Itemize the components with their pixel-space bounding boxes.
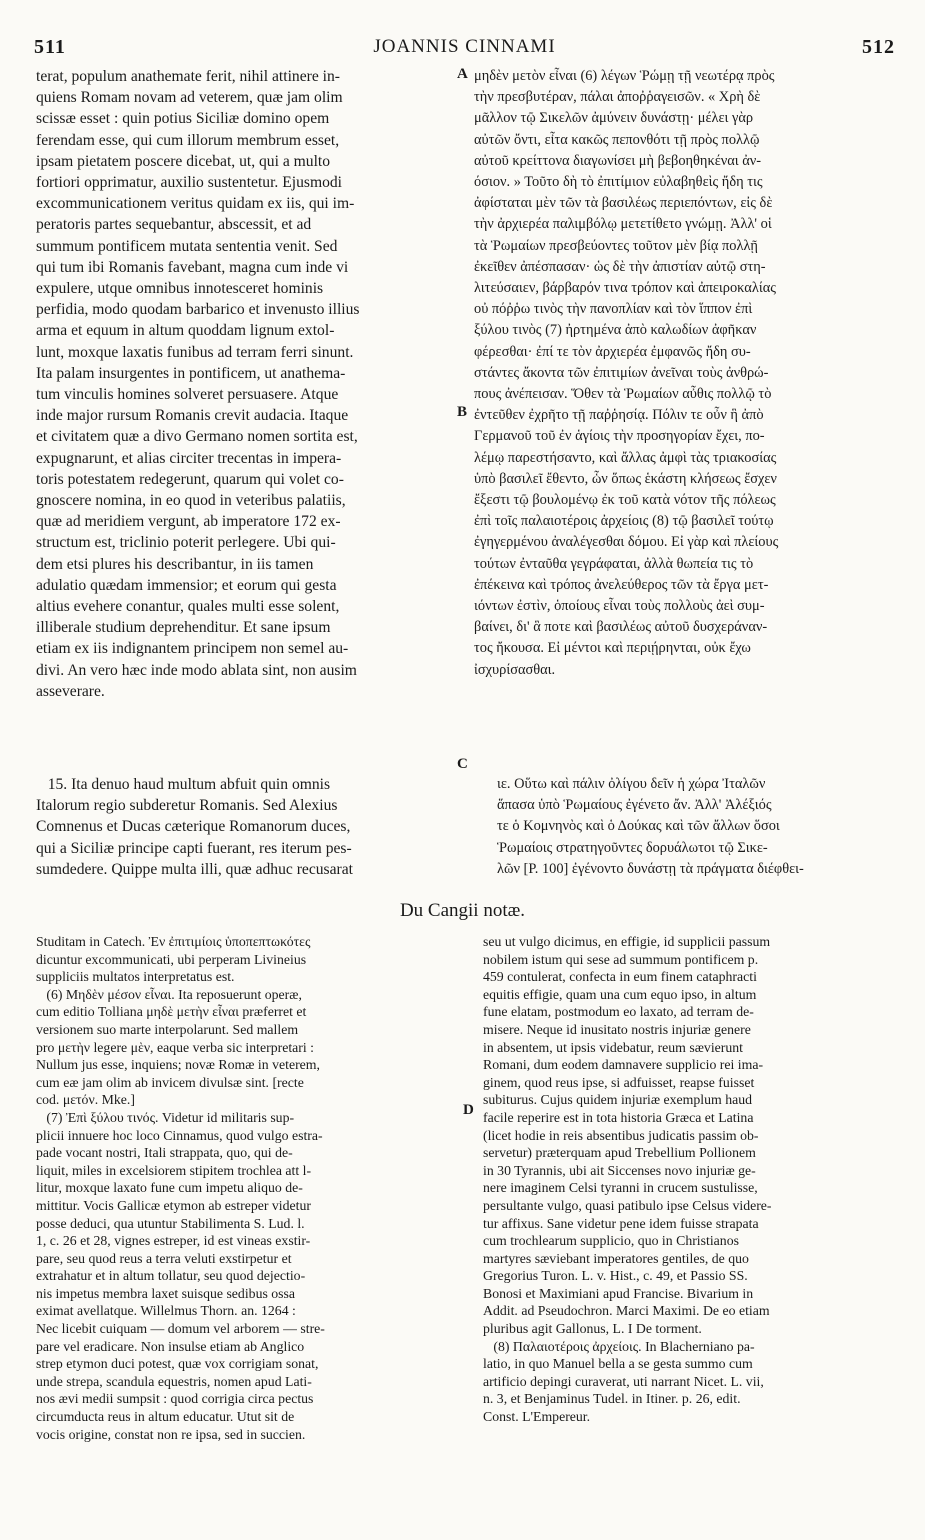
notes-heading: Du Cangii notæ.: [399, 900, 526, 921]
page-number-left: 511: [34, 36, 66, 58]
notes-right-column: seu ut vulgo dicimus, en effigie, id supplicii passum nobilem istum qui sese ad summum pontificem p. 459 contulerat, confecta in eum finem cataphracti equitis effigie, quam una cum equo ipso, in altum fune elatam, postmodum eo laxato, ad terram de- misere. Neque id inusitato nostris injuriæ genere in absentem, ut ipsis videbatur, reum sævierunt Romani, dum eodem damnavere supplicio rei ima- ginem, quod reus ipse, si adfuisset, reapse fuisset subiturus. Cujus quidem injuriæ exemplum haud facile reperire est in tota historia Græca et Latina (licet hodie in reis absentibus judicatis passim ob- servetur) præterquam apud Trebellium Pollionem in 30 Tyrannis, ubi ait Siccenses novo injuriæ ge- nere imaginem Celsi tyranni in crucem sustulisse, persultante vulgo, quasi patibulo ipse Celsus videre- tur affixus. Sane videtur pene idem fuisse strapata cum trochlearum supplicio, quo in Christianos martyres sæviebant imperatores gentiles, de quo Gregorius Turon. L. v. Hist., c. 49, et Passio SS. Bonosi et Maximiani apud Francise. Bivarium in Addit. ad Pseudochron. Marci Maximi. De eo etiam pluribus agit Gallonus, L. I De torment. (8) Παλαιοτέροις ἀρχείοις. In Blacherniano pa- latio, in quo Manuel bella a se gesta summo cum artificio depingi curaverat, uti narrant Nicet. L. vii, n. 3, et Benjaminus Tudel. in Itiner. p. 26, edit. Const. L'Empereur.: [483, 934, 772, 1425]
margin-marker-a: A: [457, 66, 468, 82]
page-number-right: 512: [862, 36, 895, 58]
running-title: JOANNIS CINNAMI: [373, 36, 556, 57]
notes-left-column: Studitam in Catech. Ἐν ἐπιτιμίοις ὑποπεπτωκότες dicuntur excommunicati, ubi perperam Livineius suppliciis multatos interpretatus est. (6) Μηδὲν μέσον εἶναι. Ita reposuerunt operæ, cum editio Tolliana μηδὲ μετὴν εἶναι præferret et versionem suo marte interpolarunt. Sed mallem pro μετὴν legere μὲν, eaque verba sic interpretari : Nullum jus esse, inquiens; novæ Romæ in veterem, cum eæ jam olim ab invicem divulsæ sint. [recte cod. μετόν. Mke.] (7) Ἐπὶ ξύλου τινός. Videtur id militaris sup- plicii innuere hoc loco Cinnamus, quod vulgo estra- pade vocant nostri, Itali strappata, quo, qui de- liquit, miles in excelsiorem stipitem trochlea att l- litur, moxque laxato fune cum impetu aliquo de- mittitur. Vocis Gallicæ etymon ab estreper videtur posse deduci, qua utuntur Stabilimenta S. Lud. l. 1, c. 26 et 28, vignes estreper, id est vineas exstir- pare, seu quod reus a terra veluti exstirpetur et extrahatur et in altum tollatur, seu quod dejectio- nis impetus membra laxet suisque sedibus ossa eximat avellatque. Willelmus Thorn. an. 1264 : Nec licebit cuiquam — domum vel arborem — stre- pare vel eradicare. Non insulse etiam ab Anglico strep etymon duci potest, quæ vox corrigiam sonat, unde strepa, scandula equestris, nomen apud Lati- nos ævi medii sumpsit : quod corrigia circa pectus circumducta reus in altum educatur. Utut sit de vocis origine, constat non re ipsa, sed in succien.: [36, 934, 325, 1442]
margin-marker-b: B: [457, 404, 468, 420]
latin-paragraph-15: 15. Ita denuo haud multum abfuit quin omnis Italorum regio subderetur Romanis. Sed Alexius Comnenus et Ducas cæterique Romanorum duces, qui a Siciliæ principe capti fuerant, res iterum pes- sumdedere. Quippe multa illi, quæ adhuc recusarat: [36, 776, 353, 878]
latin-text-column: terat, populum anathemate ferit, nihil attinere in- quiens Romam novam ad veterem, quæ jam olim scissæ esset : quin potius Siciliæ domino opem ferendam esse, qui cum illorum membrum esset, ipsam pietatem poscere dicebat, ut, qui a multo fortiori opprimatur, auxilio sustentetur. Ejusmodi excommunicationem veritus quidam ex iis, qui im- peratoris partes sequebantur, abscessit, et ad summum pontificem mutata sententia venit. Sed qui tum ibi Romanis favebant, magna cum inde vi expulere, utque omnibus innotesceret hominis perfidia, modo quodam barbarico et invenusto illius arma et equum in altum quoddam lignum extol- lunt, moxque laxatis funibus ad terram ferri sinunt. Ita palam insurgentes in pontificem, ut anathema- tum vinculis homines solveret persuasere. Atque inde major rursum Romanis crevit audacia. Itaque et civitatem quæ a divo Germano nomen sortita est, expugnarunt, et alias circiter trecentas in impera- toris potestatem redegerunt, quarum qui volet co- gnoscere nomina, in eo quod in veteribus palatiis, quæ ad meridiem vergunt, ab imperatore 172 ex- structum est, triclinio poterit perlegere. Ubi qui- dem etsi plures his describantur, in iis tamen adulatio quædam immensior; et eorum qui gesta altius evehere conantur, quales multi esse solent, illiberale studium deprehenditur. Et sane ipsum etiam ex iis indignantem principem non semel au- divi. An vero hæc inde modo ablata sint, non ausim asseverare.: [36, 68, 360, 700]
margin-marker-d: D: [463, 1102, 474, 1118]
greek-paragraph-15: ιε. Οὕτω καὶ πάλιν ὀλίγου δεῖν ἡ χώρα Ἰταλῶν ἅπασα ὑπὸ Ῥωμαίους ἐγένετο ἄν. Ἀλλ' Ἀλέξιός τε ὁ Κομνηνὸς καὶ ὁ Δούκας καὶ τῶν ἄλλων ὅσοι Ῥωμαίοις στρατηγοῦντες δορυάλωτοι τῷ Σικε- λῶν [P. 100] ἐγένοντο δυνάστῃ τὰ πράγματα διέφθει-: [497, 776, 804, 877]
greek-text-column: μηδὲν μετὸν εἶναι (6) λέγων Ῥώμῃ τῇ νεωτέρᾳ πρὸς τὴν πρεσβυτέραν, πάλαι ἀποῤῥαγεισῶν. « Χρὴ δὲ μᾶλλον τῷ Σικελῶν ἀμύνειν δυνάστῃ· μέλει γὰρ αὐτῶν ὄντι, εἶτα κακῶς πεπονθότι τῇ πρὸς πολλῷ αὐτοῦ κρείττονα διαγωνίσει μὴ βεβοηθηκέναι ἀν- όσιον. » Τοῦτο δὴ τὸ ἐπιτίμιον εὐλαβηθεὶς ἤδη τις ἀφίσταται μὲν τῶν τὰ βασιλέως περιεπόντων, εἰς δὲ τὴν ἀρχιερέα παλιμβόλῳ μετετίθετο γνώμῃ. Ἀλλ' οἱ τὰ Ῥωμαίων πρεσβεύοντες τοῦτον μὲν βίᾳ πολλῇ ἐκεῖθεν ἀπέσπασαν· ὡς δὲ τὴν ἀπιστίαν αὐτῷ στη- λιτεύσαιεν, βάρβαρόν τινα τρόπον καὶ ἀπειροκαλίας οὐ πόῤῥω τινὸς τὴν πανοπλίαν καὶ τὸν ἵππον ἐπὶ ξύλου τινὸς (7) ἠρτημένα ἀπὸ καλωδίων ἀφῆκαν φέρεσθαι· ἐπί τε τὸν ἀρχιερέα ἐμφανῶς ἤδη συ- στάντες ἄκοντα τῶν ἐπιτιμίων ἀνεῖναι τοὺς ἀνθρώ- πους ἀνέπεισαν. Ὅθεν τὰ Ῥωμαίων αὖθις πολλῷ τὸ ἐντεῦθεν ἐχρῆτο τῇ παῤῥησίᾳ. Πόλιν τε οὖν ἣ ἀπὸ Γερμανοῦ τοῦ ἐν ἁγίοις τὴν προσηγορίαν ἔχει, πο- λέμῳ παρεστήσαντο, καὶ ἄλλας ἀμφὶ τὰς τριακοσίας ὑπὸ βασιλεῖ ἔθεντο, ὧν ὅπως ἑκάστη κλήσεως ἔσχεν ἔξεστι τῷ βουλομένῳ ἐκ τοῦ κατὰ νότον τῆς πόλεως ἐπὶ τοῖς παλαιοτέροις ἀρχείοις (8) τῷ βασιλεῖ τούτῳ ἐγηγερμένου ἀναλέγεσθαι δόμου. Εἰ γὰρ καὶ πλείους τούτων ἐνταῦθα γεγράφαται, ἀλλὰ θωπεία τις τὸ ἐπέκεινα καὶ τρόπος ἀνελεύθερος τῶν τὰ ἔργα μετ- ιόντων ἐστὶν, ὁποίους εἶναι τοὺς πολλοὺς ἀεὶ συμ- βαίνει, δι' ἃ ποτε καὶ βασιλέως αὐτοῦ δυσχεράναν- τος ἤκουσα. Εἰ μέντοι καὶ περιῄρηνται, οὐκ ἔχω ἰσχυρίσασθαι.: [474, 68, 779, 678]
margin-marker-c: C: [457, 756, 468, 772]
running-header: [34, 36, 895, 60]
